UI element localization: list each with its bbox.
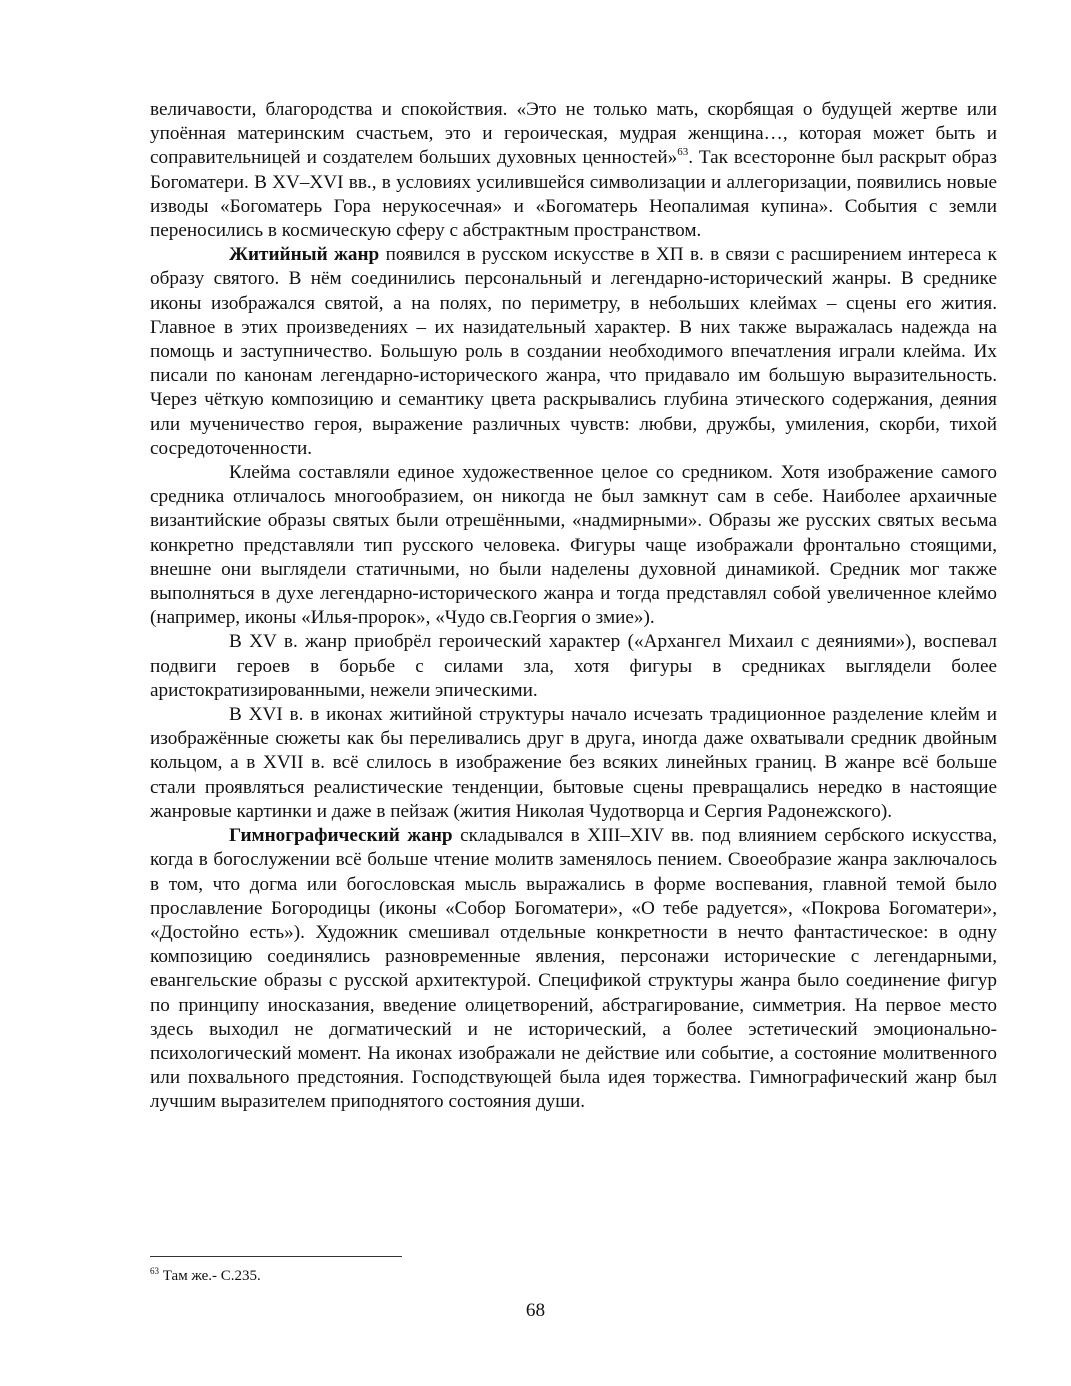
paragraph-1-text: величавости, благородства и спокойствия. «Это не только мать, скорбящая о будущей жертве или упоённая материнским счастьем, это и героическая, мудрая женщина…, которая может быть и соправительницей и создателем больших духовных ценностей» bbox=[150, 99, 997, 169]
paragraph-4 bbox=[150, 630, 997, 703]
paragraph-hymnographic-genre bbox=[150, 824, 997, 1114]
paragraph-1 bbox=[150, 98, 997, 243]
paragraph-2-text: появился в русском искусстве в ХП в. в связи с расширением интереса к образу святого. В нём соединились персональный и легендарно-исторический жанры. В среднике иконы изображался святой, а на полях, по периметру, в небольших клеймах – сцены его жития. Главное в этих произведениях – их назидательный характер. В них также выражалась надежда на помощь и заступничество. Большую роль в создании необходимого впечатления играли клейма. Их писали по канонам легендарно-исторического жанра, что придавало им большую выразительность. Через чёткую композицию и семантику цвета раскрывались глубина этического содержания, деяния или мученичество героя, выражение различных чувств: любви, дружбы, умиления, скорби, тихой сосредоточенности. bbox=[150, 244, 997, 459]
footnote-number: 63 bbox=[150, 1266, 159, 1276]
page-number: 68 bbox=[525, 1300, 546, 1321]
term-hymnographic-genre: Гимнографический жанр bbox=[229, 825, 453, 847]
paragraph-3 bbox=[150, 461, 997, 630]
page-body bbox=[150, 98, 997, 1115]
footnote-text: Там же.- С.235. bbox=[159, 1268, 261, 1284]
paragraph-5-text: В XVI в. в иконах житийной структуры начало исчезать традиционное разделение клейм и изображённые сюжеты как бы переливались друг в друга, иногда даже охватывали средник двойным кольцом, а в XVII в. всё слилось в изображение без всяких линейных границ. В жанре всё больше стали проявляться реалистические тенденции, бытовые сцены превращались нередко в настоящие жанровые картинки и даже в пейзаж (жития Николая Чудотворца и Сергия Радонежского). bbox=[150, 704, 997, 822]
footnote-reference[interactable]: 63 bbox=[677, 146, 689, 159]
paragraph-5 bbox=[150, 703, 997, 824]
footnote bbox=[150, 1267, 261, 1285]
paragraph-hagiographic-genre bbox=[150, 243, 997, 461]
paragraph-3-text: Клейма составляли единое художественное целое со средником. Хотя изображение самого средника отличалось многообразием, он никогда не был замкнут сам в себе. Наиболее архаичные византийские образы святых были отрешёнными, «надмирными». Образы же русских святых весьма конкретно представляли тип русского человека. Фигуры чаще изображали фронтально стоящими, внешне они выглядели статичными, но были наделены духовной динамикой. Средник мог также выполняться в духе легендарно-исторического жанра и тогда представлял собой увеличенное клеймо (например, иконы «Илья-пророк», «Чудо св.Георгия о змие»). bbox=[150, 462, 997, 629]
footnote-separator bbox=[150, 1256, 402, 1257]
term-hagiographic-genre: Житийный жанр bbox=[229, 244, 380, 266]
paragraph-6-text: складывался в XIII–XIV вв. под влиянием сербского искусства, когда в богослужении всё больше чтение молитв заменялось пением. Своеобразие жанра заключалось в том, что догма или богословская мысль выражались в форме воспевания, главной темой было прославление Богородицы (иконы «Собор Богоматери», «О тебе радуется», «Покрова Богоматери», «Достойно есть»). Художник смешивал отдельные конкретности в нечто фантастическое: в одну композицию соединялись разновременные явления, персонажи исторические с легендарными, евангельские образы с русской архитектурой. Спецификой структуры жанра было соединение фигур по принципу иносказания, введение олицетворений, абстрагирование, симметрия. На первое место здесь выходил не догматический и не исторический, а более эстетический эмоционально-психологический момент. На иконах изображали не действие или событие, а состояние молитвенного или похвального предстояния. Господствующей была идея торжества. Гимнографический жанр был лучшим выразителем приподнятого состояния души. bbox=[150, 825, 998, 1113]
paragraph-4-text: В XV в. жанр приобрёл героический характер («Архангел Михаил с деяниями»), воспевал подвиги героев в борьбе с силами зла, хотя фигуры в средниках выглядели более аристократизированными, нежели эпическими. bbox=[150, 631, 997, 701]
paragraph-1-text-continued: . Так всесторонне был раскрыт образ Богоматери. В XV–XVI вв., в условиях усилившейся символизации и аллегоризации, появились новые изводы «Богоматерь Гора нерукосечная» и «Богоматерь Неопалимая купина». События с земли переносились в космическую сферу с абстрактным пространством. bbox=[150, 147, 997, 242]
